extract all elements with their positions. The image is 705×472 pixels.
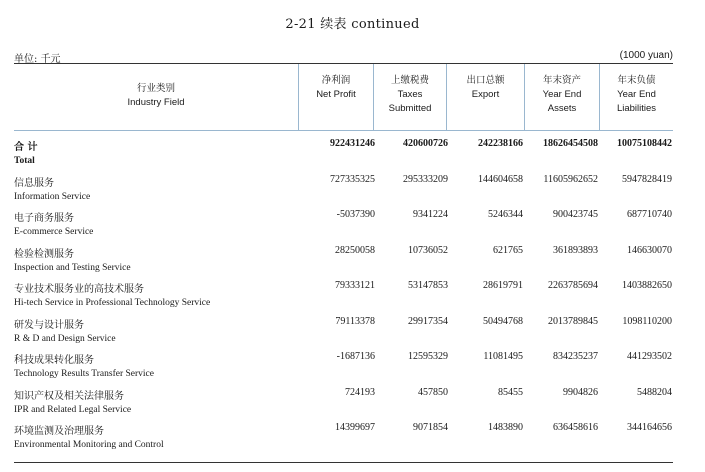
table-body [14,134,673,454]
table-row [14,276,673,312]
page-title: 2-21 续表 continued [285,17,420,32]
taxes-value: 295333209 [403,173,448,185]
export-value: 1483890 [488,422,523,433]
taxes-value: 9071854 [413,422,448,433]
assets-value: 361893893 [553,244,598,256]
liabilities-value: 344164656 [627,422,672,433]
industry-name-cn: 电子商务服务 [14,213,74,224]
liabilities-value: 441293502 [627,351,672,362]
liabilities-value: 5947828419 [622,173,672,185]
net-profit-value: 922431246 [330,138,375,149]
table-header [14,64,673,130]
table-row [14,134,673,170]
taxes-value: 10736052 [408,244,448,256]
table-row [14,347,673,383]
table-row [14,312,673,348]
industry-name-en: Information Service [14,191,91,202]
table-row [14,383,673,419]
table-row [14,170,673,206]
liabilities-value: 1098110200 [622,315,672,327]
industry-name-cn: 信息服务 [14,177,54,189]
table-row [14,418,673,454]
export-value: 85455 [498,386,523,398]
taxes-value: 9341224 [413,209,448,220]
net-profit-value: 28250058 [335,244,375,256]
industry-name-en: Inspection and Testing Service [14,262,131,273]
table-row [14,205,673,241]
header-industry-field: 行业类别 Industry Field [127,83,185,108]
net-profit-value: 724193 [345,386,375,398]
export-value: 144604658 [478,173,523,185]
export-value: 28619791 [483,280,523,291]
assets-value: 18626454508 [543,138,598,149]
industry-name-cn: 合 计 [14,142,38,153]
header-taxes-submitted: 上缴税费 Taxes Submitted [388,75,432,114]
header-year-end-assets: 年末资产 Year End Assets [542,75,582,114]
taxes-value: 420600726 [403,138,448,149]
assets-value: 834235237 [553,351,598,362]
industry-name-cn: 专业技术服务业的高技术服务 [14,284,144,295]
industry-name-en: Hi-tech Service in Professional Technology Service [14,298,211,308]
industry-name-en: Technology Results Transfer Service [14,369,154,379]
export-value: 50494768 [483,315,523,327]
liabilities-value: 146630070 [627,244,672,256]
industry-name-cn: 知识产权及相关法律服务 [14,390,124,402]
assets-value: 9904826 [563,386,598,398]
header-export: 出口总额 Export [466,75,505,100]
net-profit-value: -5037390 [336,209,375,220]
liabilities-value: 1403882650 [622,280,672,291]
unit-label-cn: 单位: 千元 [14,54,61,65]
export-value: 242238166 [478,138,523,149]
industry-name-en: R & D and Design Service [14,333,116,344]
header-bottom-rule [14,130,673,131]
assets-value: 636458616 [553,422,598,433]
net-profit-value: 79333121 [335,280,375,291]
net-profit-value: 79113378 [335,315,375,327]
industry-name-cn: 检验检测服务 [14,248,74,260]
taxes-value: 12595329 [408,351,448,362]
header-net-profit: 净利润 Net Profit [316,75,356,100]
industry-name-cn: 研发与设计服务 [14,319,84,331]
industry-name-en: Environmental Monitoring and Control [14,440,164,450]
industry-name-en: Total [14,156,35,166]
industry-name-en: E-commerce Service [14,227,94,237]
industry-name-cn: 科技成果转化服务 [14,355,94,366]
taxes-value: 29917354 [408,315,448,327]
liabilities-value: 5488204 [637,386,672,398]
header-year-end-liabilities: 年末负债 Year End Liabilities [616,75,657,114]
liabilities-value: 687710740 [627,209,672,220]
net-profit-value: 14399697 [335,422,375,433]
export-value: 621765 [493,244,523,256]
unit-label-en: (1000 yuan) [619,50,673,61]
assets-value: 2263785694 [548,280,598,291]
export-value: 11081495 [483,351,523,362]
export-value: 5246344 [488,209,523,220]
industry-name-en: IPR and Related Legal Service [14,404,132,415]
table-row [14,241,673,277]
net-profit-value: 727335325 [330,173,375,185]
taxes-value: 457850 [418,386,448,398]
assets-value: 2013789845 [548,315,598,327]
table-bottom-rule [14,462,673,463]
net-profit-value: -1687136 [336,351,375,362]
assets-value: 11605962652 [543,173,598,185]
assets-value: 900423745 [553,209,598,220]
industry-name-cn: 环境监测及治理服务 [14,426,104,437]
liabilities-value: 10075108442 [617,138,672,149]
taxes-value: 53147853 [408,280,448,291]
